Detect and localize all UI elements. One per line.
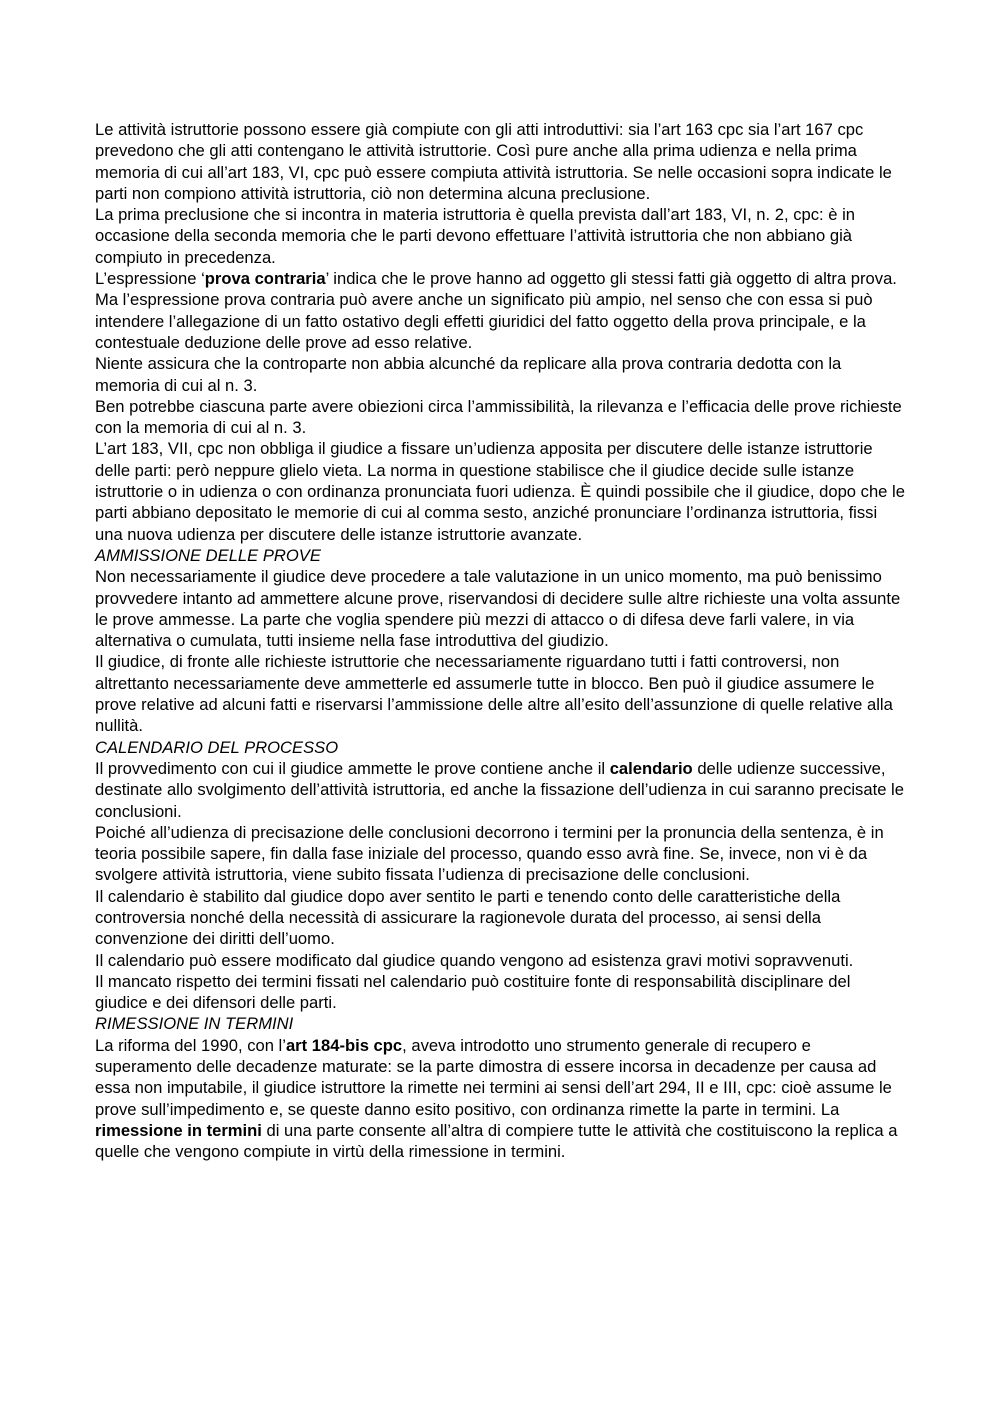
section-heading-calendario: CALENDARIO DEL PROCESSO (95, 737, 339, 757)
text-run: L’espressione ‘ (95, 269, 205, 289)
paragraph-mancato-rispetto: Il mancato rispetto dei termini fissati nel calendario può costituire fonte di responsabilità disciplinare del giudice e dei difensori delle parti. (95, 971, 851, 1013)
paragraph-prova-contraria (95, 268, 907, 289)
paragraph-riforma-1990 (95, 1035, 907, 1163)
document-page (95, 119, 907, 1163)
paragraph-obiezioni: Ben potrebbe ciascuna parte avere obiezioni circa l’ammissibilità, la rilevanza e l’efficacia delle prove richieste con la memoria di cui al n. 3. (95, 396, 902, 438)
paragraph-prima-preclusione: La prima preclusione che si incontra in materia istruttoria è quella prevista dall’art 183, VI, n. 2, cpc: è in occasione della seconda memoria che le parti devono effettuare l’attività istruttoria che non abbiano già compiuto in precedenza. (95, 205, 856, 267)
bold-term: prova contraria (204, 269, 326, 289)
paragraph-controparte: Niente assicura che la controparte non abbia alcunché da replicare alla prova contraria dedotta con la memoria di cui al n. 3. (95, 354, 842, 395)
text-run: ’ indica che le prove hanno ad oggetto gli stessi fatti già oggetto di altra prova. (325, 269, 897, 289)
text-run: La riforma del 1990, con l’ (95, 1035, 286, 1055)
paragraph-valutazione: Non necessariamente il giudice deve procedere a tale valutazione in un unico momento, ma può benissimo provvedere intanto ad ammettere alcune prove, riservandosi di decidere sulle altre richieste una volta assunte le prove ammesse. La parte che voglia spendere più mezzi di attacco o di difesa deve farli valere, in via alternativa o cumulata, tutti insieme nella fase introduttiva del giudizio. (95, 567, 901, 651)
text-run: di una parte consente all’altra di compiere tutte le attività che costituiscono la replica a quelle che vengono compiute in virtù della rimessione in termini. (95, 1120, 898, 1162)
bold-term: rimessione in termini (95, 1120, 262, 1140)
paragraph-significato-ampio: Ma l’espressione prova contraria può avere anche un significato più ampio, nel senso che con essa si può intendere l’allegazione di un fatto ostativo degli effetti giuridici del fatto oggetto della prova principale, e la contestuale deduzione delle prove ad esso relative. (95, 290, 873, 352)
paragraph-provvedimento (95, 758, 907, 822)
paragraph-art-183-vii: L’art 183, VII, cpc non obbliga il giudice a fissare un’udienza apposita per discutere delle istanze istruttorie delle parti: però neppure glielo vieta. La norma in questione stabilisce che il giudice decide sulle istanze istruttorie o in udienza o con ordinanza pronunciata fuori udienza. È quindi possibile che il giudice, dopo che le parti abbiano depositato le memorie di cui al comma sesto, anziché pronunciare l’ordinanza istruttoria, fissi una nuova udienza per discutere delle istanze istruttorie avanzate. (95, 439, 905, 544)
text-run: delle udienze successive, destinate allo svolgimento dell’attività istruttoria, ed anche la fissazione dell’udienza in cui saranno precisate le conclusioni. (95, 758, 904, 821)
paragraph-calendario-modificato: Il calendario può essere modificato dal giudice quando vengono ad esistenza gravi motivi sopravvenuti. (95, 950, 854, 970)
paragraph-richieste-istruttorie: Il giudice, di fronte alle richieste istruttorie che necessariamente riguardano tutti i fatti controversi, non altrettanto necessariamente deve ammetterle ed assumerle tutte in blocco. Ben può il giudice assumere le prove relative ad alcuni fatti e riservarsi l’ammissione delle altre all’esito dell’assunzione di quelle relative alla nullità. (95, 652, 893, 736)
paragraph-attivita-istruttorie: Le attività istruttorie possono essere già compiute con gli atti introduttivi: sia l’art 163 cpc sia l’art 167 cpc prevedono che gli atti contengano le attività istruttorie. Così pure anche alla prima udienza e nella prima memoria di cui all’art 183, VI, cpc può essere compiuta attività istruttoria. Se nelle occasioni sopra indicate le parti non compiono attività istruttoria, ciò non determina alcuna preclusione. (95, 120, 892, 203)
bold-term: art 184-bis cpc (285, 1035, 403, 1055)
bold-term: calendario (609, 758, 693, 778)
text-run: , aveva introdotto uno strumento generale di recupero e superamento delle decadenze maturate: se la parte dimostra di essere incorsa in decadenze per causa ad essa non imputabile, il giudice istruttore la rimette nei termini ai sensi dell’art 294, II e III, cpc: cioè assume le prove sull’impedimento e, se queste danno esito positivo, con ordinanza rimette la parte in termini. La (95, 1035, 892, 1119)
section-heading-ammissione: AMMISSIONE DELLE PROVE (95, 545, 321, 565)
paragraph-precisazione: Poiché all’udienza di precisazione delle conclusioni decorrono i termini per la pronuncia della sentenza, è in teoria possibile sapere, fin dalla fase iniziale del processo, quando esso avrà fine. Se, invece, non vi è da svolgere attività istruttoria, viene subito fissata l’udienza di precisazione delle conclusioni. (95, 822, 884, 885)
paragraph-calendario-stabilito: Il calendario è stabilito dal giudice dopo aver sentito le parti e tenendo conto delle caratteristiche della controversia nonché della necessità di assicurare la ragionevole durata del processo, ai sensi della convenzione dei diritti dell’uomo. (95, 886, 841, 949)
text-run: Il provvedimento con cui il giudice ammette le prove contiene anche il (95, 758, 610, 778)
section-heading-rimessione: RIMESSIONE IN TERMINI (95, 1014, 294, 1034)
